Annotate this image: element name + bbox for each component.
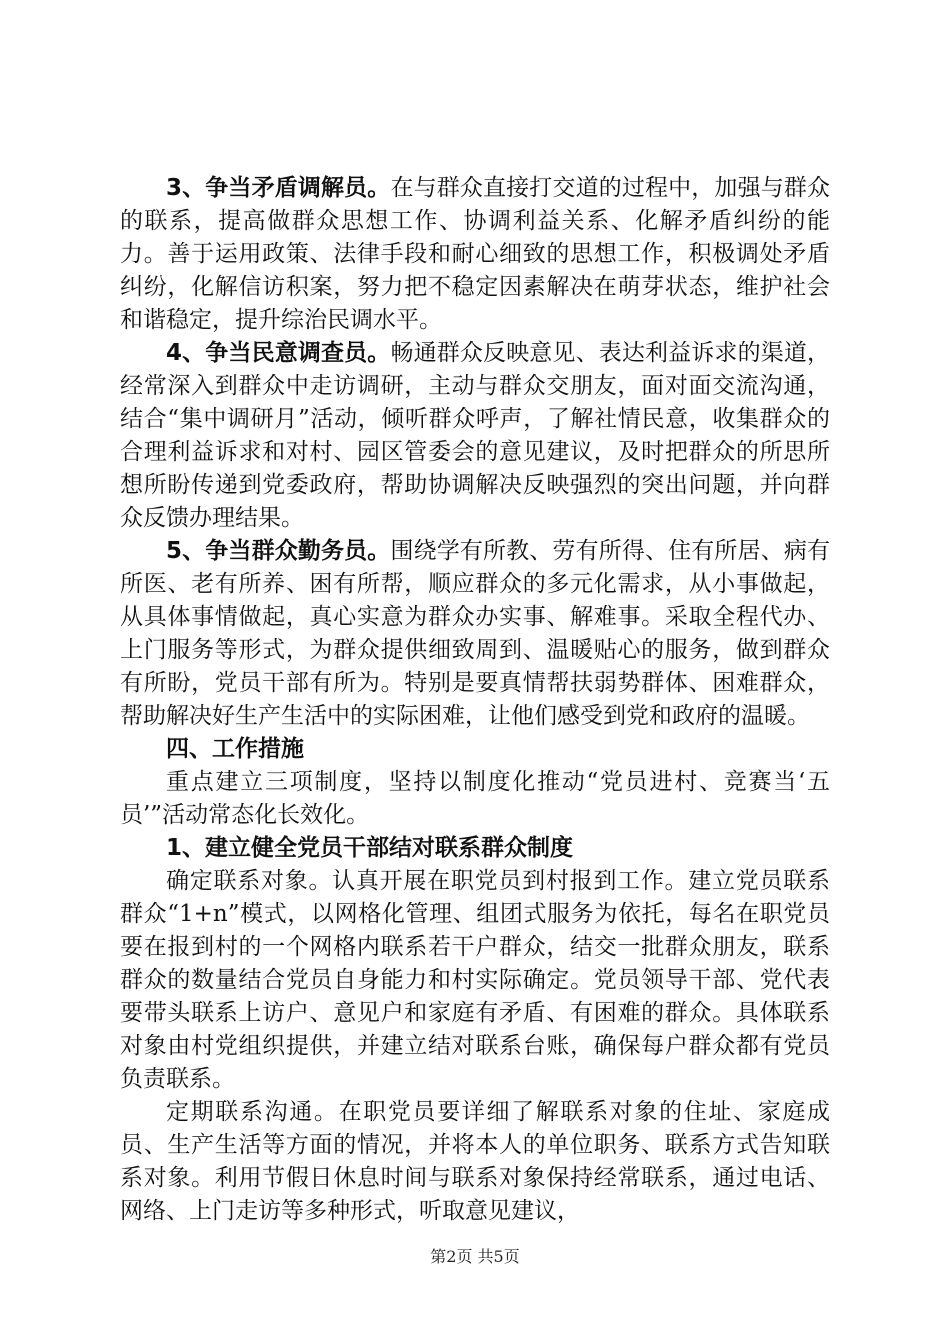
paragraph-lead: 4、争当民意调查员。 (166, 340, 391, 366)
paragraph-service (120, 535, 830, 733)
subheading: 1、建立健全党员干部结对联系群众制度 (166, 835, 574, 861)
page-footer: 第2页 共5页 (430, 1247, 520, 1266)
paragraph-mediator (120, 172, 830, 337)
document-body (120, 172, 830, 1228)
paragraph-lead: 3、争当矛盾调解员。 (166, 175, 391, 201)
paragraph-text: 围绕学有所教、劳有所得、住有所居、病有所医、老有所养、困有所帮，顺应群众的多元化需求，从小事做起，从具体事情做起，真心实意为群众办实事、解难事。采取全程代办、上门服务等形式，为群众提供细致周到、温暖贴心的服务，做到群众有所盼，党员干部有所为。特别是要真情帮扶弱势群体、困难群众，帮助解决好生产生活中的实际困难，让他们感受到党和政府的温暖。 (120, 538, 830, 729)
section-intro: 重点建立三项制度，坚持以制度化推动“党员进村、竞赛当‘五员’”活动常态化长效化。 (120, 769, 830, 828)
paragraph-text: 畅通群众反映意见、表达利益诉求的渠道，经常深入到群众中走访调研，主动与群众交朋友，面对面交流沟通，结合“集中调研月”活动，倾听群众呼声，了解社情民意，收集群众的合理利益诉求和对村、园区管委会的意见建议，及时把群众的所思所想所盼传递到党委政府，帮助协调解决反映强烈的突出问题，并向群众反馈办理结果。 (120, 340, 830, 531)
body-paragraph: 确定联系对象。认真开展在职党员到村报到工作。建立党员联系群众“1+n”模式，以网格化管理、组团式服务为依托，每名在职党员要在报到村的一个网格内联系若干户群众，结交一批群众朋友，联系群众的数量结合党员自身能力和村实际确定。党员领导干部、党代表要带头联系上访户、意见户和家庭有矛盾、有困难的群众。具体联系对象由村党组织提供，并建立结对联系台账，确保每户群众都有党员负责联系。 (120, 868, 830, 1092)
section-heading: 四、工作措施 (166, 736, 304, 762)
body-paragraph: 定期联系沟通。在职党员要详细了解联系对象的住址、家庭成员、生产生活等方面的情况，并将本人的单位职务、联系方式告知联系对象。利用节假日休息时间与联系对象保持经常联系，通过电话、网络、上门走访等多种形式，听取意见建议， (120, 1099, 830, 1224)
paragraph-lead: 5、争当群众勤务员。 (166, 538, 391, 564)
paragraph-text: 在与群众直接打交道的过程中，加强与群众的联系，提高做群众思想工作、协调利益关系、化解矛盾纠纷的能力。善于运用政策、法律手段和耐心细致的思想工作，积极调处矛盾纠纷，化解信访积案，努力把不稳定因素解决在萌芽状态，维护社会和谐稳定，提升综治民调水平。 (120, 175, 830, 333)
paragraph-survey (120, 337, 830, 535)
